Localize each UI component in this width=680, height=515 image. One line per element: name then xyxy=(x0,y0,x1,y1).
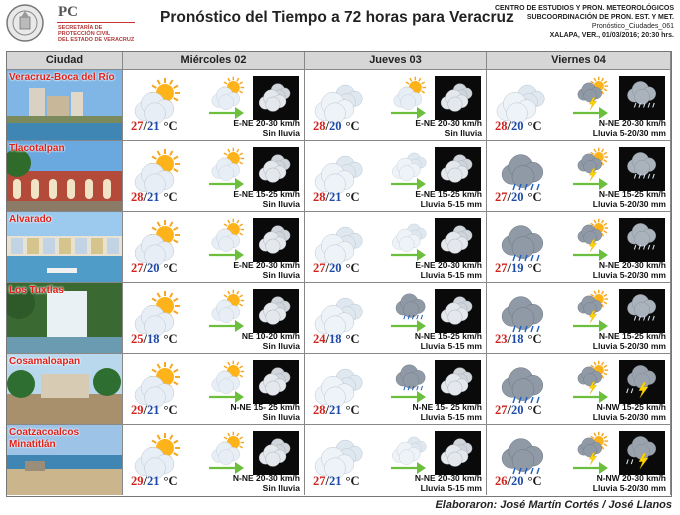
temperature xyxy=(495,403,542,418)
wind-text: E-NE 20-30 km/h xyxy=(415,260,482,270)
forecast-row xyxy=(7,353,671,424)
wind-text: N-NE 20-30 km/h xyxy=(232,473,300,483)
wind-text: N-NW 15-25 km/h xyxy=(596,402,666,412)
temp-unit: °C xyxy=(527,403,542,417)
temp-max: 28 xyxy=(131,190,144,204)
weather-night-clouds-icon xyxy=(253,76,299,116)
forecast-row xyxy=(7,140,671,211)
rain-text: Sin lluvia xyxy=(262,270,300,280)
temp-max: 26 xyxy=(495,474,508,488)
rain-text: Sin lluvia xyxy=(262,341,300,351)
credit-line: Elaboraron: José Martín Cortés / José Llanos xyxy=(435,499,672,511)
day-forecast-cell xyxy=(487,141,671,211)
wind-text: E-NE 20-30 km/h xyxy=(233,260,300,270)
rain-text: Lluvia 5-20/30 mm xyxy=(592,270,666,280)
temp-separator: / xyxy=(507,403,511,417)
temp-max: 27 xyxy=(313,261,326,275)
rain-text: Sin lluvia xyxy=(444,128,482,138)
night-icon-panel xyxy=(435,218,481,262)
org-line: SUBCOORDINACIÓN DE PRON. EST. Y MET. xyxy=(526,14,674,21)
weather-night-rain-icon xyxy=(619,76,665,116)
city-name: Cosamaloapan xyxy=(9,356,81,367)
temperature xyxy=(131,474,178,489)
temp-separator: / xyxy=(143,474,147,488)
weather-night-clouds-icon xyxy=(435,147,481,187)
day-forecast-cell xyxy=(305,70,487,140)
column-header-city: Ciudad xyxy=(7,52,123,69)
rain-text: Lluvia 5-20/30 mm xyxy=(592,128,666,138)
temp-min: 21 xyxy=(328,474,342,488)
weather-night-clouds-icon xyxy=(435,431,481,471)
city-name: Veracruz-Boca del Río xyxy=(9,72,115,83)
temp-min: 19 xyxy=(510,261,524,275)
day-forecast-cell xyxy=(123,70,305,140)
day-forecast-cell xyxy=(123,283,305,353)
weather-night-clouds-icon xyxy=(253,147,299,187)
temp-max: 27 xyxy=(495,403,508,417)
agency-line: SECRETARÍA DE xyxy=(58,25,103,31)
temperature xyxy=(131,261,178,276)
day-forecast-cell xyxy=(305,212,487,282)
forecast-row xyxy=(7,211,671,282)
weather-night-storm-icon xyxy=(619,360,665,400)
weather-night-storm-icon xyxy=(619,431,665,471)
temp-separator: / xyxy=(325,474,329,488)
night-icon-panel xyxy=(253,147,299,191)
weather-night-rain-icon xyxy=(619,289,665,329)
city-cell xyxy=(7,70,123,140)
wind-text: N-NE 15-25 km/h xyxy=(598,331,666,341)
temperature xyxy=(131,190,178,205)
city-name: Alvarado xyxy=(9,214,52,225)
temp-min: 18 xyxy=(510,332,524,346)
weather-night-clouds-icon xyxy=(435,360,481,400)
temp-min: 20 xyxy=(146,261,160,275)
agency-logo: PC xyxy=(58,4,78,20)
temp-max: 27 xyxy=(131,119,144,133)
column-header-day: Miércoles 02 xyxy=(123,52,305,69)
temp-max: 28 xyxy=(495,119,508,133)
temp-separator: / xyxy=(507,190,511,204)
forecast-row xyxy=(7,282,671,353)
temp-max: 24 xyxy=(313,332,326,346)
temp-max: 29 xyxy=(131,403,144,417)
city-cell xyxy=(7,354,123,424)
wind-text: N-NE 20-30 km/h xyxy=(598,118,666,128)
temp-min: 20 xyxy=(510,119,524,133)
temp-min: 21 xyxy=(328,403,342,417)
rain-text: Lluvia 5-20/30 mm xyxy=(592,199,666,209)
temp-unit: °C xyxy=(163,119,178,133)
rain-text: Sin lluvia xyxy=(262,128,300,138)
temp-max: 29 xyxy=(131,474,144,488)
city-name: Coatzacoalcos Minatitlán xyxy=(9,427,80,450)
night-icon-panel xyxy=(435,147,481,191)
temp-separator: / xyxy=(325,332,329,346)
wind-text: NE 10-20 km/h xyxy=(241,331,300,341)
temperature xyxy=(131,119,178,134)
org-line: CENTRO DE ESTUDIOS Y PRON. METEOROLÓGICOS xyxy=(494,5,674,12)
temp-unit: °C xyxy=(345,332,360,346)
temp-separator: / xyxy=(507,474,511,488)
temp-max: 27 xyxy=(495,261,508,275)
rain-text: Lluvia 5-20/30 mm xyxy=(592,412,666,422)
temp-separator: / xyxy=(143,190,147,204)
day-forecast-cell xyxy=(487,425,671,495)
rain-text: Sin lluvia xyxy=(262,412,300,422)
weather-night-clouds-icon xyxy=(435,289,481,329)
column-header-day: Viernes 04 xyxy=(487,52,671,69)
rain-text: Lluvia 5-15 mm xyxy=(420,341,482,351)
temp-min: 18 xyxy=(146,332,160,346)
temp-separator: / xyxy=(507,119,511,133)
city-name: Tlacotalpan xyxy=(9,143,65,154)
rain-text: Lluvia 5-15 mm xyxy=(420,270,482,280)
temp-unit: °C xyxy=(345,261,360,275)
temperature xyxy=(495,190,542,205)
day-forecast-cell xyxy=(487,70,671,140)
arrow-right-icon xyxy=(209,319,245,333)
wind-text: N-NW 20-30 km/h xyxy=(596,473,666,483)
temp-min: 21 xyxy=(146,403,160,417)
temp-separator: / xyxy=(143,332,147,346)
temp-unit: °C xyxy=(527,332,542,346)
temp-min: 21 xyxy=(146,119,160,133)
rain-text: Sin lluvia xyxy=(262,199,300,209)
night-icon-panel xyxy=(619,289,665,333)
wind-text: N-NE 15- 25 km/h xyxy=(230,402,300,412)
temp-separator: / xyxy=(143,403,147,417)
temp-separator: / xyxy=(325,261,329,275)
day-forecast-cell xyxy=(305,354,487,424)
temperature xyxy=(313,119,360,134)
weather-night-clouds-icon xyxy=(253,289,299,329)
wind-text: E-NE 20-30 km/h xyxy=(415,118,482,128)
temp-separator: / xyxy=(325,190,329,204)
weather-night-rain-icon xyxy=(619,218,665,258)
day-forecast-cell xyxy=(123,354,305,424)
city-name: Los Tuxtlas xyxy=(9,285,64,296)
temp-max: 28 xyxy=(313,119,326,133)
temp-max: 27 xyxy=(495,190,508,204)
city-cell xyxy=(7,212,123,282)
city-cell xyxy=(7,425,123,495)
temp-min: 18 xyxy=(328,332,342,346)
weather-night-clouds-icon xyxy=(435,76,481,116)
night-icon-panel xyxy=(253,218,299,262)
temp-min: 21 xyxy=(328,190,342,204)
day-forecast-cell xyxy=(487,354,671,424)
night-icon-panel xyxy=(619,218,665,262)
state-seal-logo xyxy=(4,3,46,43)
weather-night-rain-icon xyxy=(619,147,665,187)
temperature xyxy=(495,332,542,347)
temp-max: 25 xyxy=(131,332,144,346)
day-forecast-cell xyxy=(305,425,487,495)
temp-unit: °C xyxy=(345,474,360,488)
temp-unit: °C xyxy=(163,403,178,417)
night-icon-panel xyxy=(435,360,481,404)
day-forecast-cell xyxy=(123,141,305,211)
rain-text: Lluvia 5-15 mm xyxy=(420,199,482,209)
temperature xyxy=(495,119,542,134)
city-cell xyxy=(7,141,123,211)
temp-unit: °C xyxy=(527,474,542,488)
temp-unit: °C xyxy=(527,190,542,204)
temp-min: 20 xyxy=(510,474,524,488)
temp-max: 27 xyxy=(313,474,326,488)
temp-min: 20 xyxy=(328,119,342,133)
document-id: Pronóstico_Ciudades_061 xyxy=(591,23,674,30)
night-icon-panel xyxy=(619,76,665,120)
weather-night-clouds-icon xyxy=(253,218,299,258)
temp-unit: °C xyxy=(163,474,178,488)
temp-separator: / xyxy=(325,403,329,417)
temp-unit: °C xyxy=(345,403,360,417)
rain-text: Lluvia 5-20/30 mm xyxy=(592,341,666,351)
temperature xyxy=(313,474,360,489)
temp-min: 20 xyxy=(328,261,342,275)
temp-unit: °C xyxy=(163,190,178,204)
temp-max: 28 xyxy=(313,403,326,417)
temp-separator: / xyxy=(507,332,511,346)
night-icon-panel xyxy=(435,76,481,120)
temp-separator: / xyxy=(507,261,511,275)
temperature xyxy=(313,190,360,205)
temp-max: 27 xyxy=(131,261,144,275)
forecast-table xyxy=(6,51,672,497)
temperature xyxy=(495,474,542,489)
rain-text: Lluvia 5-20/30 mm xyxy=(592,483,666,493)
page-title: Pronóstico del Tiempo a 72 horas para Veracruz xyxy=(160,9,514,26)
agency-line: DEL ESTADO DE VERACRUZ xyxy=(58,37,135,43)
rain-text: Lluvia 5-15 mm xyxy=(420,483,482,493)
weather-night-clouds-icon xyxy=(253,431,299,471)
day-forecast-cell xyxy=(123,212,305,282)
forecast-row xyxy=(7,69,671,140)
temp-separator: / xyxy=(143,261,147,275)
wind-text: N-NE 20-30 km/h xyxy=(598,260,666,270)
night-icon-panel xyxy=(435,289,481,333)
temp-unit: °C xyxy=(527,261,542,275)
temp-unit: °C xyxy=(345,190,360,204)
temp-unit: °C xyxy=(163,332,178,346)
temp-max: 23 xyxy=(495,332,508,346)
day-forecast-cell xyxy=(123,425,305,495)
temp-unit: °C xyxy=(163,261,178,275)
temperature xyxy=(313,403,360,418)
day-forecast-cell xyxy=(305,141,487,211)
temp-separator: / xyxy=(143,119,147,133)
night-icon-panel xyxy=(619,360,665,404)
wind-text: E-NE 15-25 km/h xyxy=(415,189,482,199)
temperature xyxy=(495,261,542,276)
wind-text: N-NE 15- 25 km/h xyxy=(412,402,482,412)
night-icon-panel xyxy=(253,289,299,333)
wind-text: E-NE 20-30 km/h xyxy=(233,118,300,128)
temp-separator: / xyxy=(325,119,329,133)
day-forecast-cell xyxy=(305,283,487,353)
night-icon-panel xyxy=(253,76,299,120)
temp-unit: °C xyxy=(527,119,542,133)
forecast-row xyxy=(7,424,671,495)
day-forecast-cell xyxy=(487,212,671,282)
wind-text: N-NE 15-25 km/h xyxy=(598,189,666,199)
issued-timestamp: XALAPA, VER., 01/03/2016; 20:30 hrs. xyxy=(549,32,674,39)
agency-divider xyxy=(57,22,135,23)
agency-line: PROTECCIÓN CIVIL xyxy=(58,31,111,37)
weather-night-clouds-icon xyxy=(435,218,481,258)
day-forecast-cell xyxy=(487,283,671,353)
temperature xyxy=(313,261,360,276)
temp-unit: °C xyxy=(345,119,360,133)
temperature xyxy=(313,332,360,347)
rain-text: Sin lluvia xyxy=(262,483,300,493)
temp-min: 20 xyxy=(510,403,524,417)
column-header-day: Jueves 03 xyxy=(305,52,487,69)
temperature xyxy=(131,332,178,347)
temp-max: 28 xyxy=(313,190,326,204)
night-icon-panel xyxy=(253,360,299,404)
night-icon-panel xyxy=(619,147,665,191)
rain-text: Lluvia 5-15 mm xyxy=(420,412,482,422)
temp-min: 21 xyxy=(146,190,160,204)
temperature xyxy=(131,403,178,418)
night-icon-panel xyxy=(619,431,665,475)
wind-text: E-NE 15-25 km/h xyxy=(233,189,300,199)
wind-text: N-NE 20-30 km/h xyxy=(414,473,482,483)
temp-min: 20 xyxy=(510,190,524,204)
city-cell xyxy=(7,283,123,353)
temp-min: 21 xyxy=(146,474,160,488)
wind-text: N-NE 15-25 km/h xyxy=(414,331,482,341)
night-icon-panel xyxy=(435,431,481,475)
night-icon-panel xyxy=(253,431,299,475)
weather-night-clouds-icon xyxy=(253,360,299,400)
